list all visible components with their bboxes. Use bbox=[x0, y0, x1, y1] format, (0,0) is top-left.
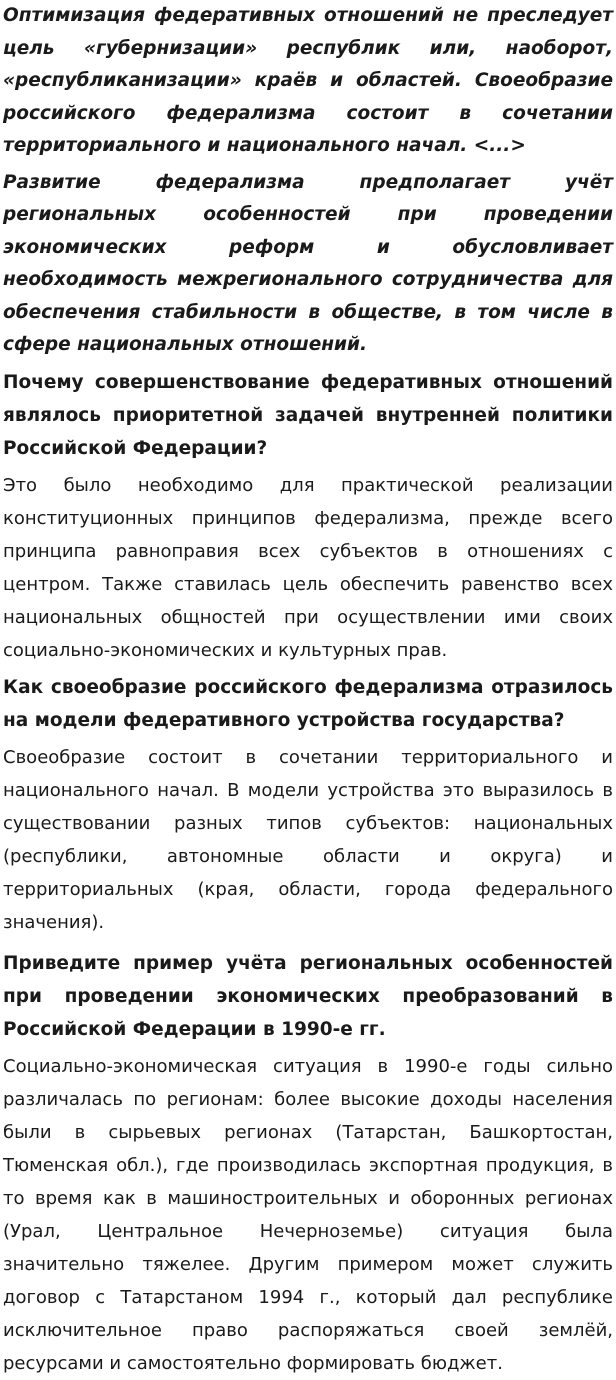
answer-3: Социально-экономическая ситуация в 1990-е годы сильно различалась по регионам: более высокие доходы населения были в сырьевых регионах (Татарстан, Башкортостан, Тюменская обл.), где производилась экспортная продукция, в то время как в машиностроительных и оборонных регионах (Урал, Центральное Нечерноземье) ситуация была значительно тяжелее. Другим примером может служить договор с Татарстаном 1994 г., который дал республике исключительное право распоряжаться своей землёй, ресурсами и самостоятельно формировать бюджет. bbox=[3, 1055, 613, 1374]
answer-2: Своеобразие состоит в сочетании территориального и национального начал. В модели устройства это выразилось в существовании разных типов субъектов: национальных (республики, автономные области и округа) и территориальных (края, области, города федерального значения). bbox=[3, 746, 613, 933]
question-2: Как своеобразие российского федерализма отразилось на модели федеративного устройства государства? bbox=[3, 676, 613, 731]
question-3: Приведите пример учёта региональных особенностей при проведении экономических преобразований в Российской Федерации в 1990-е гг. bbox=[3, 952, 613, 1040]
quote-paragraph-2: Развитие федерализма предполагает учёт региональных особенностей при проведении экономических реформ и обусловливает необходимость межрегионального сотрудничества для обеспечения стабильности в обществе, в том числе в сфере национальных отношений. bbox=[3, 171, 613, 355]
answer-1: Это было необходимо для практической реализации конституционных принципов федерализма, прежде всего принципа равноправия всех субъектов в отношениях с центром. Также ставилась цель обеспечить равенство всех национальных общностей при осуществлении ими своих социально-экономических и культурных прав. bbox=[3, 474, 613, 661]
quote-paragraph-1: Оптимизация федеративных отношений не преследует цель «губернизации» республик или, наоборот, «республиканизации» краёв и областей. Своеобразие российского федерализма состоит в сочетании территориального и национального начал. <...> bbox=[3, 5, 613, 156]
question-1: Почему совершенствование федеративных отношений являлось приоритетной задачей внутренней политики Российской Федерации? bbox=[3, 371, 613, 459]
